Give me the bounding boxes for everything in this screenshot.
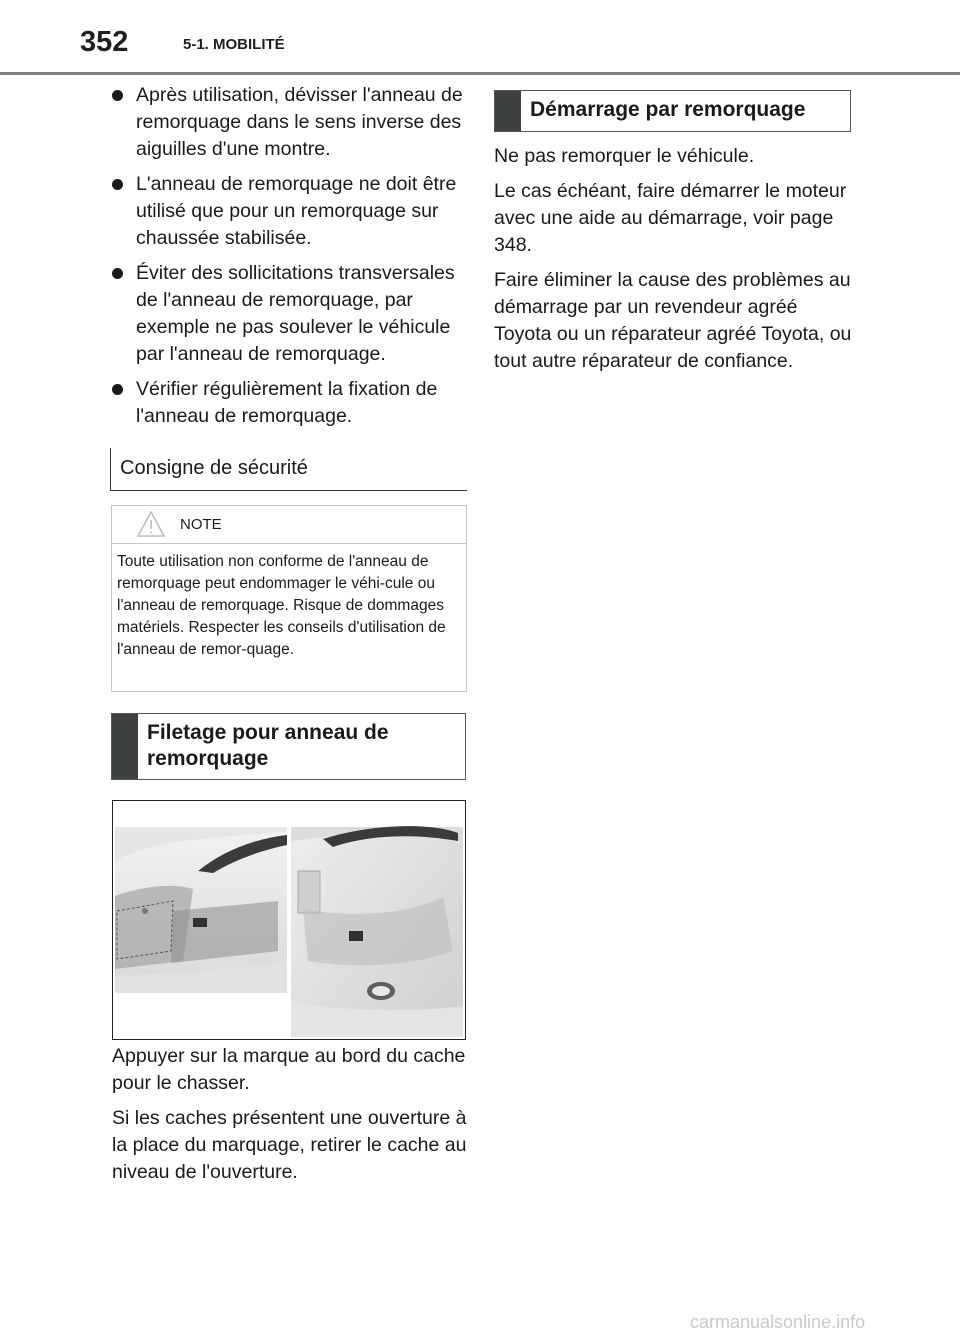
right-column (494, 143, 852, 383)
filetage-heading (111, 713, 466, 780)
note-label: NOTE (180, 516, 222, 533)
list-item: Éviter des sollicitations transversales de l'anneau de remorquage, par exemple ne pas soulever le véhicule par l'anneau de remorquage. (110, 260, 466, 368)
filetage-heading-line2: remorquage (147, 747, 269, 770)
filetage-heading-line1: Filetage pour anneau de (147, 721, 389, 744)
heading-bar (112, 714, 138, 779)
bullet-icon (112, 384, 123, 395)
paragraph: Ne pas remorquer le véhicule. (494, 145, 755, 167)
page-header (0, 0, 960, 78)
paragraph: Appuyer sur la marque au bord du cache pour le chasser. (112, 1045, 466, 1094)
after-figure-text (112, 1043, 468, 1194)
safety-heading (110, 448, 467, 491)
bullet-icon (112, 268, 123, 279)
bumper-illustration (113, 801, 465, 1039)
note-text: Toute utilisation non conforme de l'anneau de remorquage peut endommager le véhi-cule ou l'anneau de remorquage. Risque de dommages matériels. Respecter les conseils d'utilisation de l'anneau de remor-quage. (117, 553, 446, 658)
paragraph: Si les caches présentent une ouverture à la place du marquage, retirer le cache au niveau de l'ouverture. (112, 1107, 467, 1183)
demarrage-heading-text: Démarrage par remorquage (530, 98, 806, 121)
demarrage-heading (494, 90, 851, 132)
list-item: Vérifier régulièrement la fixation de l'anneau de remorquage. (110, 376, 466, 430)
list-item: Après utilisation, dévisser l'anneau de remorquage dans le sens inverse des aiguilles d'une montre. (110, 82, 466, 163)
warning-triangle-icon (136, 510, 166, 538)
paragraph: Faire éliminer la cause des problèmes au démarrage par un revendeur agréé Toyota ou un réparateur agréé Toyota, ou tout autre réparateur de confiance. (494, 269, 852, 372)
note-header (112, 506, 466, 544)
safety-heading-text: Consigne de sécurité (120, 457, 308, 479)
left-column (110, 82, 466, 438)
section-title: 5-1. MOBILITÉ (183, 36, 285, 53)
watermark: carmanualsonline.info (690, 1312, 866, 1332)
heading-bar (495, 91, 521, 131)
paragraph: Le cas échéant, faire démarrer le moteur avec une aide au démarrage, voir page 348. (494, 180, 847, 256)
bullet-icon (112, 179, 123, 190)
bumper-figure (112, 800, 466, 1040)
list-item: L'anneau de remorquage ne doit être utilisé que pour un remorquage sur chaussée stabilisée. (110, 171, 466, 252)
page-number: 352 (80, 26, 129, 58)
bullet-icon (112, 90, 123, 101)
header-divider (0, 72, 960, 75)
bullet-list (110, 82, 466, 430)
note-box (111, 505, 467, 692)
